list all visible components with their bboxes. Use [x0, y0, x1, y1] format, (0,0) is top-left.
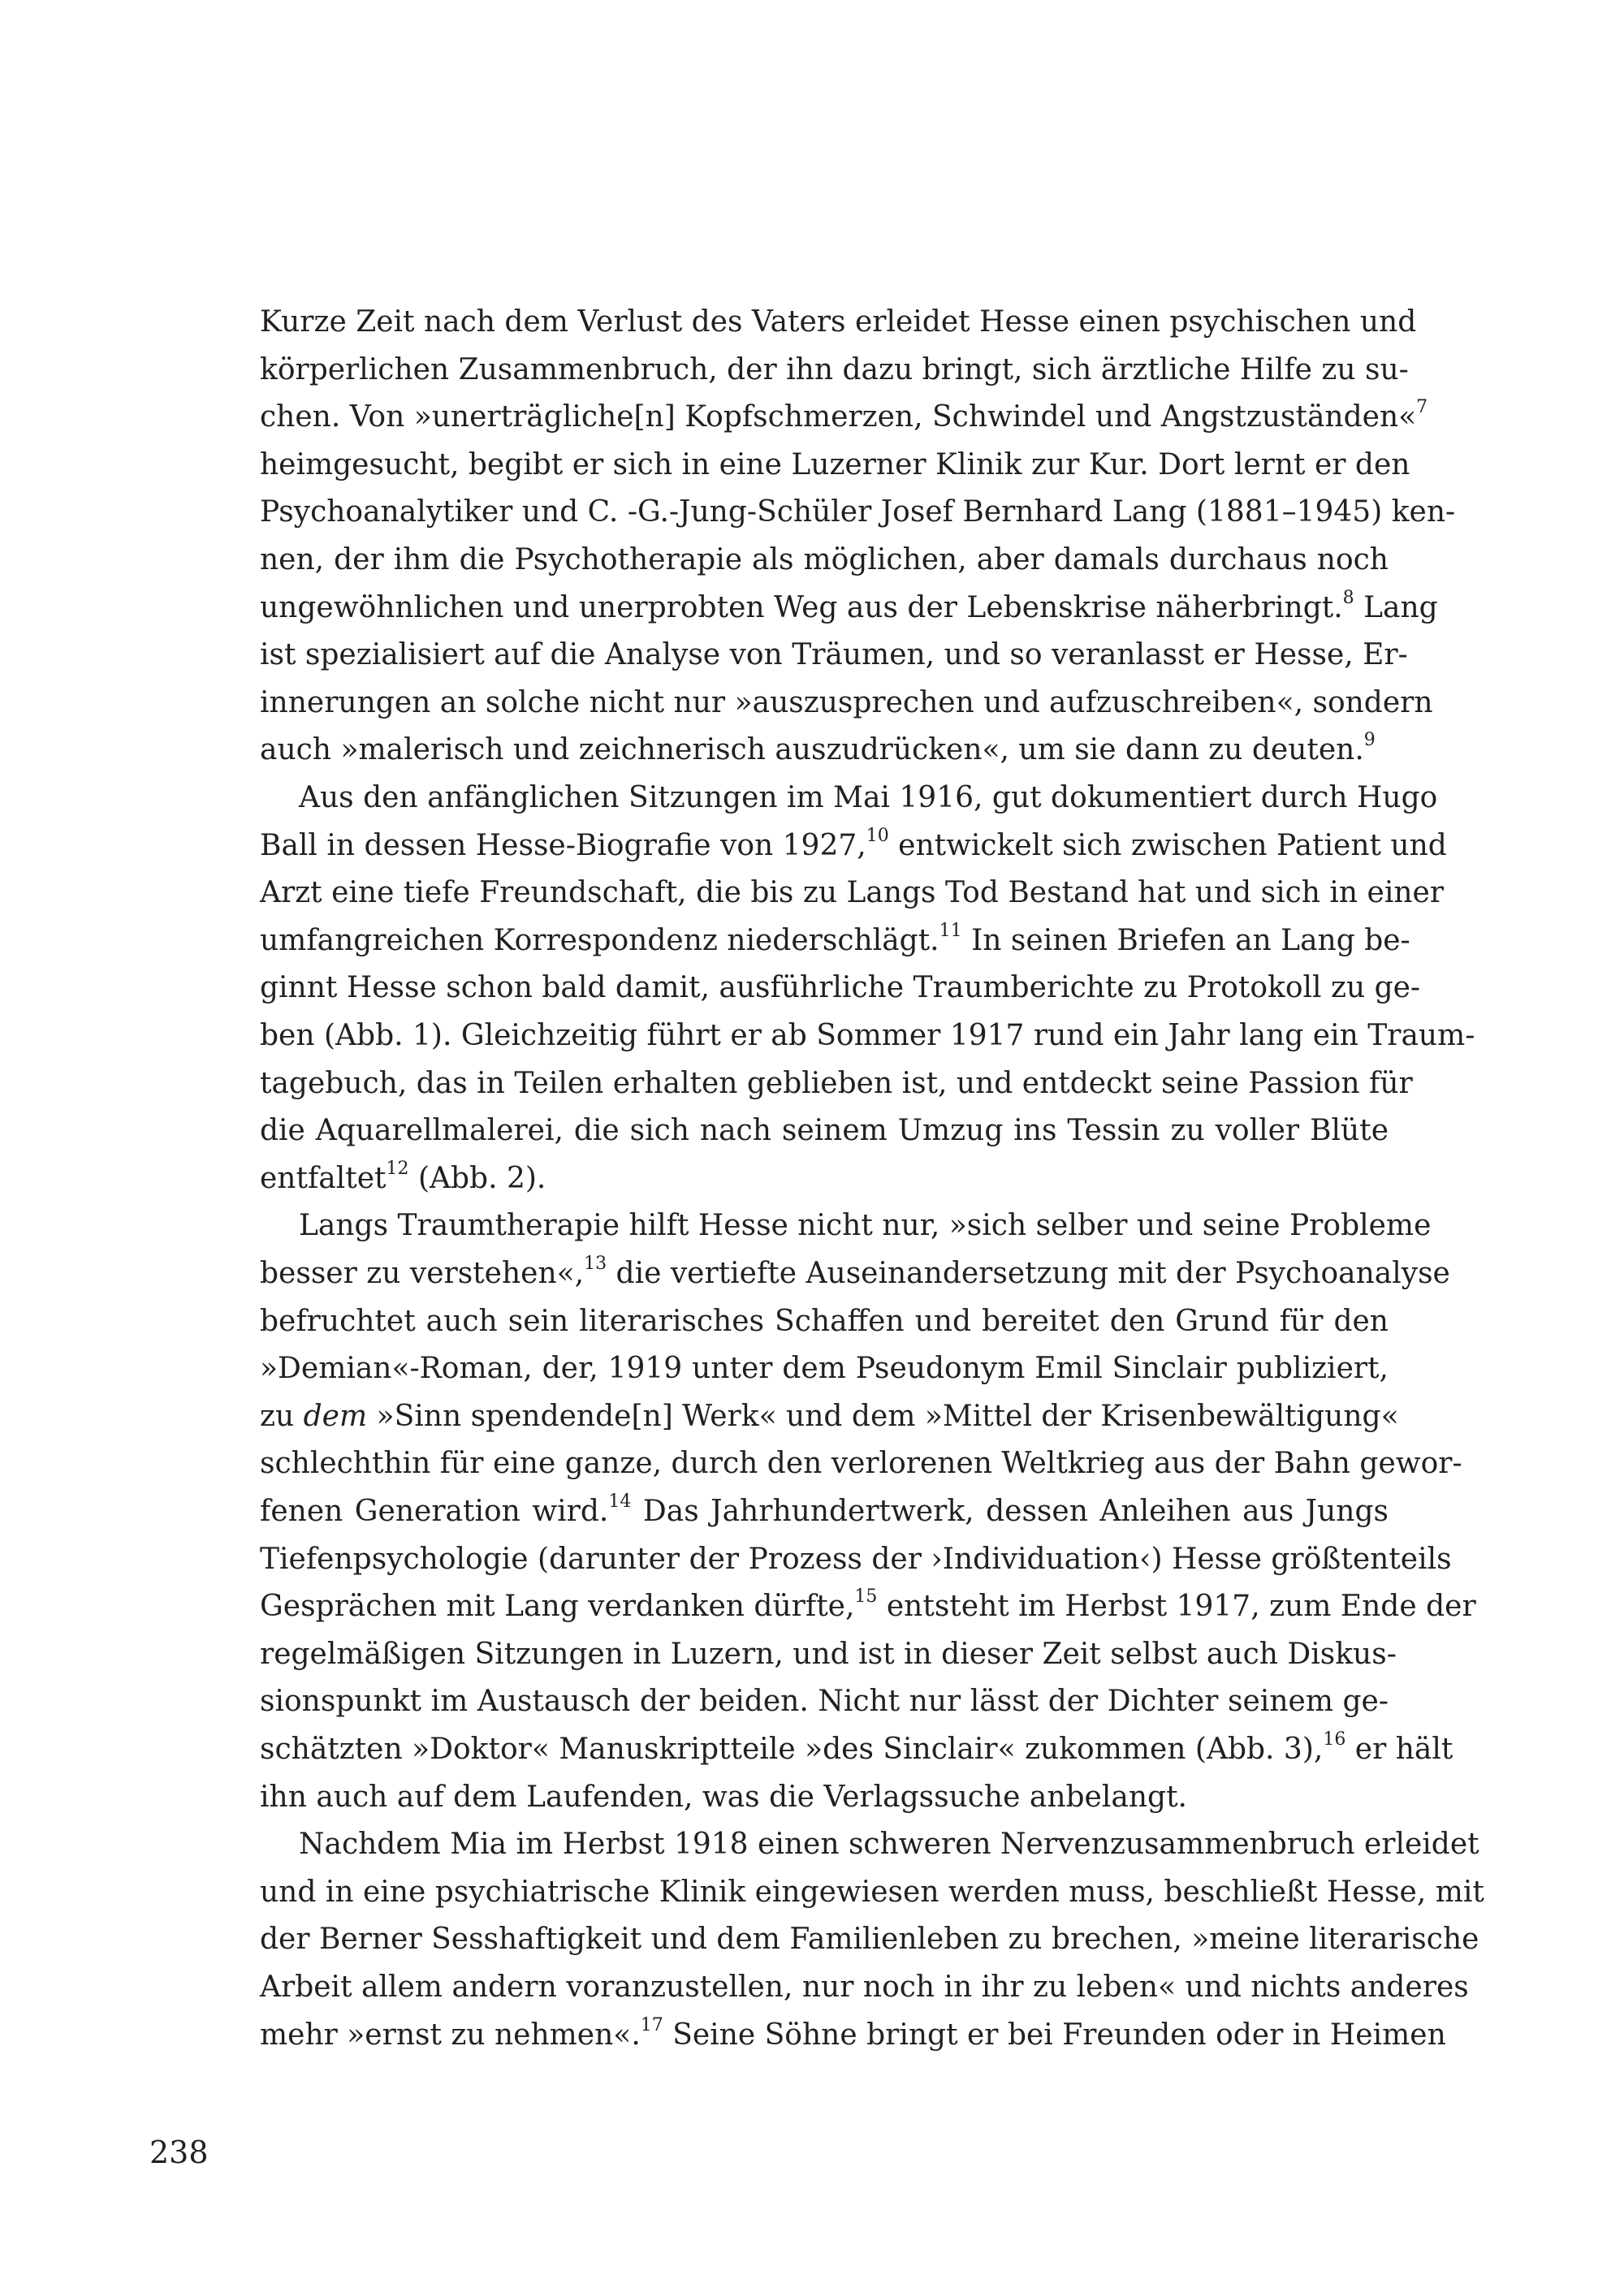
text-line: zu dem »Sinn spendende[n] Werk« und dem »Mittel der Krisenbewältigung«: [260, 1399, 1399, 1433]
text-line: ginnt Hesse schon bald damit, ausführliche Traumberichte zu Protokoll zu ge-: [260, 971, 1421, 1005]
footnote-marker: 17: [640, 2014, 663, 2035]
text-line: entfaltet$^{12}$ (Abb. 2).: [260, 1158, 546, 1195]
text-line: Langs Traumtherapie hilft Hesse nicht nur, »sich selber und seine Probleme: [299, 1209, 1432, 1243]
text-line: heimgesucht, begibt er sich in eine Luzerner Klinik zur Kur. Dort lernt er den: [260, 447, 1410, 481]
text-line: tagebuch, das in Teilen erhalten geblieben ist, und entdeckt seine Passion für: [260, 1066, 1413, 1100]
text-line: Psychoanalytiker und C. -G.-Jung-Schüler Josef Bernhard Lang (1881–1945) ken-: [260, 495, 1456, 529]
text-line: besser zu verstehen«,$^{13}$ die vertiefte Auseinandersetzung mit der Psychoanalyse: [260, 1254, 1450, 1290]
footnote-marker: 16: [1323, 1729, 1346, 1750]
text-line: der Berner Sesshaftigkeit und dem Familienleben zu brechen, »meine literarische: [260, 1923, 1479, 1957]
text-line: regelmäßigen Sitzungen in Luzern, und ist in dieser Zeit selbst auch Diskus-: [260, 1637, 1397, 1671]
text-line: die Aquarellmalerei, die sich nach seinem Umzug ins Tessin zu voller Blüte: [260, 1114, 1389, 1148]
footnote-marker: 15: [854, 1586, 878, 1608]
text-line: Ball in dessen Hesse-Biografie von 1927,10 entwickelt sich zwischen Patient und: [260, 825, 1447, 862]
footnote-marker: 12: [386, 1158, 409, 1179]
text-line: ungewöhnlichen und unerprobten Weg aus der Lebenskrise näherbringt.$^8$ Lang: [260, 587, 1438, 624]
text-line: Nachdem Mia im Herbst 1918 einen schweren Nervenzusammenbruch erleidet: [299, 1828, 1479, 1862]
text-line: nen, der ihm die Psychotherapie als möglichen, aber damals durchaus noch: [260, 543, 1389, 576]
page-number: 238: [149, 2134, 209, 2170]
text-line: fenen Generation wird.$^{14}$ Das Jahrhundertwerk, dessen Anleihen aus Jungs: [260, 1491, 1389, 1528]
text-line: sionspunkt im Austausch der beiden. Nicht nur lässt der Dichter seinem ge-: [260, 1685, 1389, 1719]
text-line: Tiefenpsychologie (darunter der Prozess der ›Individuation‹) Hesse größtenteils: [260, 1542, 1452, 1576]
text-line: ist spezialisiert auf die Analyse von Träumen, und so veranlasst er Hesse, Er-: [260, 638, 1408, 672]
text-line: Arbeit allem andern voranzustellen, nur noch in ihr zu leben« und nichts anderes: [260, 1970, 1469, 2004]
text-line: ihn auch auf dem Laufenden, was die Verlagssuche anbelangt.: [260, 1780, 1187, 1814]
text-line: chen. Von »unerträgliche[n] Kopfschmerzen, Schwindel und Angstzuständen«$^7$: [260, 397, 1428, 434]
text-line: Kurze Zeit nach dem Verlust des Vaters erleidet Hesse einen psychischen und: [260, 305, 1417, 339]
text-line: schlechthin für eine ganze, durch den verlorenen Weltkrieg aus der Bahn gewor-: [260, 1447, 1462, 1481]
footnote-marker: 14: [608, 1491, 632, 1512]
text-line: umfangreichen Korrespondenz niederschlägt.$^{11}$ In seinen Briefen an Lang be-: [260, 920, 1410, 957]
text-line: »Demian«-Roman, der, 1919 unter dem Pseudonym Emil Sinclair publiziert,: [260, 1352, 1389, 1386]
footnote-marker: 8: [1342, 587, 1354, 608]
text-line: Aus den anfänglichen Sitzungen im Mai 1916, gut dokumentiert durch Hugo: [299, 781, 1438, 814]
footnote-marker: 7: [1416, 397, 1428, 418]
footnote-marker: 11: [939, 920, 962, 941]
footnote-marker: 10: [866, 825, 889, 846]
text-line: ben (Abb. 1). Gleichzeitig führt er ab Sommer 1917 rund ein Jahr lang ein Traum-: [260, 1019, 1475, 1052]
text-line: körperlichen Zusammenbruch, der ihn dazu bringt, sich ärztliche Hilfe zu su-: [260, 352, 1409, 386]
text-line: Gesprächen mit Lang verdanken dürfte,$^{15}$ entsteht im Herbst 1917, zum Ende der: [260, 1586, 1476, 1624]
text-line: mehr »ernst zu nehmen«.$^{17}$ Seine Söhne bringt er bei Freunden oder in Heimen: [260, 2014, 1446, 2052]
text-line: innerungen an solche nicht nur »auszusprechen und aufzuschreiben«, sondern: [260, 685, 1433, 719]
text-line: und in eine psychiatrische Klinik eingewiesen werden muss, beschließt Hesse, mit: [260, 1875, 1484, 1909]
text-line: schätzten »Doktor« Manuskriptteile »des Sinclair« zukommen (Abb. 3),$^{16}$ er hält: [260, 1729, 1453, 1766]
text-line: auch »malerisch und zeichnerisch auszudrücken«, um sie dann zu deuten.$^9$: [260, 730, 1376, 767]
text-line: Arzt eine tiefe Freundschaft, die bis zu Langs Tod Bestand hat und sich in einer: [260, 876, 1445, 910]
footnote-marker: 13: [584, 1254, 607, 1274]
text-line: befruchtet auch sein literarisches Schaffen und bereitet den Grund für den: [260, 1304, 1389, 1338]
emphasis: dem: [303, 1399, 368, 1433]
footnote-marker: 9: [1363, 730, 1376, 751]
